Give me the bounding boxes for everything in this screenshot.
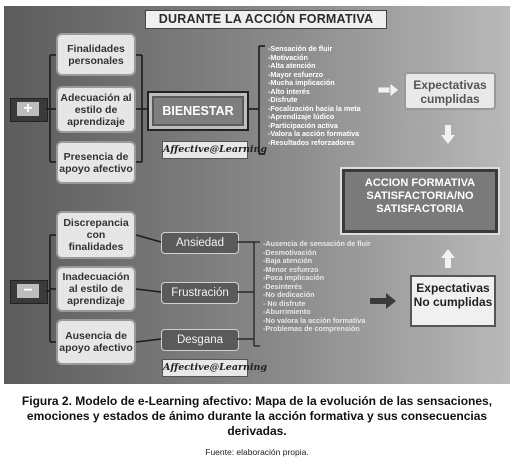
- inadecuacion-box: Inadecuación al estilo de aprendizaje: [56, 266, 136, 312]
- frustracion-box: Frustración: [161, 282, 239, 304]
- desgana-box: Desgana: [161, 329, 239, 351]
- plus-sign-label: +: [17, 102, 39, 116]
- list-item: -Menor esfuerzo: [263, 264, 319, 274]
- expectativas-cumplidas-box: Expectativas cumplidas: [404, 72, 496, 110]
- list-item: -No valora la acción formativa: [263, 315, 366, 325]
- positive-effects-list: [268, 45, 361, 147]
- list-item: -Desmotivación: [263, 247, 317, 257]
- figure-caption: Figura 2. Modelo de e-Learning afectivo: Mapa de la evolución de las sensaciones, emociones y estados de ánimo durante la acción formativa y sus consecuencias derivadas.: [21, 394, 493, 438]
- affective-learning-logo-bottom: Affective@Learning: [162, 359, 248, 377]
- apoyo-ausencia-box: Ausencia de apoyo afectivo: [56, 319, 136, 365]
- list-item: -Alto interés: [268, 86, 310, 96]
- arrow-up-to-result: [441, 249, 455, 268]
- expectativas-no-cumplidas-box: Expectativas No cumplidas: [410, 275, 496, 327]
- accion-formativa-box: ACCION FORMATIVA SATISFACTORIA/NO SATISFACTORIA: [340, 167, 500, 235]
- list-item: -Desinterés: [263, 281, 303, 291]
- diagram-title: DURANTE LA ACCIÓN FORMATIVA: [145, 10, 387, 29]
- list-item: - No disfrute: [263, 298, 306, 308]
- list-item: -Mayor esfuerzo: [268, 69, 324, 79]
- list-item: -Valora la acción formativa: [268, 129, 360, 138]
- list-item: -Disfrute: [268, 95, 298, 104]
- arrow-down-to-result: [441, 125, 455, 144]
- discrepancia-box: Discrepancia con finalidades: [56, 211, 136, 259]
- ansiedad-box: Ansiedad: [161, 232, 239, 254]
- list-item: -Alta atención: [268, 61, 316, 70]
- list-item: -Sensación de fluir: [268, 44, 333, 53]
- list-item: -Motivación: [268, 52, 308, 62]
- list-item: -Baja atención: [263, 256, 313, 265]
- apoyo-presencia-box: Presencia de apoyo afectivo: [56, 141, 136, 184]
- arrow-to-positive-outcome: [378, 83, 399, 97]
- finalidades-box: Finalidades personales: [56, 33, 136, 76]
- arrow-to-negative-outcome: [370, 293, 396, 309]
- list-item: -Resultados reforzadores: [268, 137, 355, 147]
- list-item: -Aburrimiento: [263, 307, 311, 316]
- figure-source: Fuente: elaboración propia.: [205, 447, 309, 457]
- adecuacion-box: Adecuación al estilo de aprendizaje: [56, 86, 136, 133]
- list-item: -Aprendizaje lúdico: [268, 112, 335, 121]
- minus-sign-label: −: [17, 284, 39, 298]
- negative-effects-list: [263, 240, 371, 334]
- list-item: -Mucha implicación: [268, 78, 335, 87]
- list-item: -Ausencia de sensación de fluir: [263, 239, 371, 248]
- bienestar-box: BIENESTAR: [147, 91, 249, 131]
- list-item: -Focalización hacia la meta: [268, 103, 361, 113]
- list-item: -Problemas de comprensión: [263, 324, 360, 333]
- list-item: -Participación activa: [268, 120, 338, 130]
- list-item: -Poca implicación: [263, 273, 325, 282]
- affective-learning-logo-top: Affective@Learning: [162, 141, 248, 159]
- list-item: -No dedicación: [263, 290, 315, 299]
